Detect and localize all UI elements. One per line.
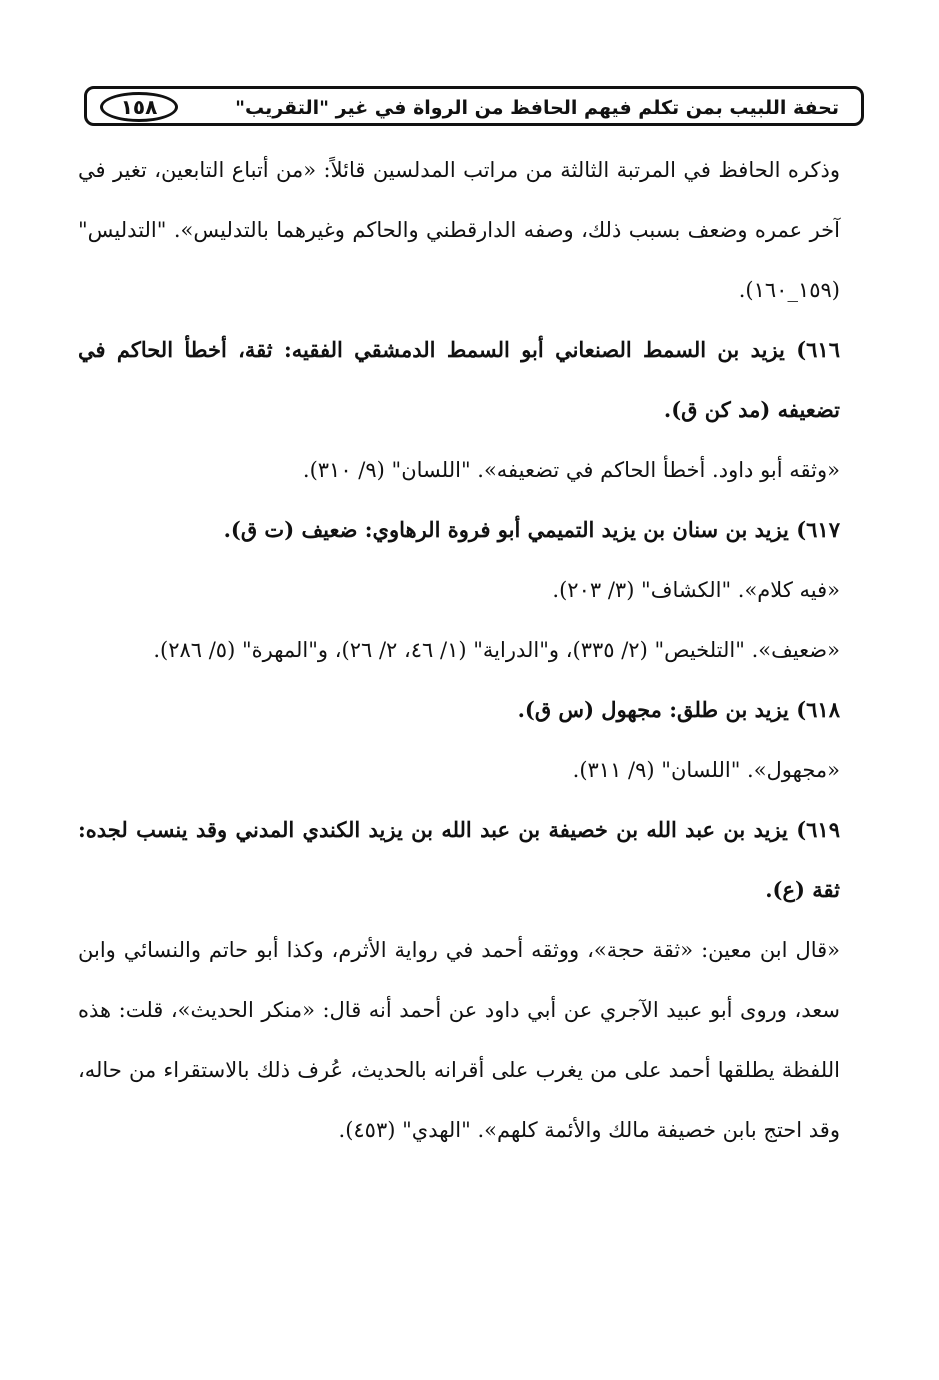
page-body (78, 140, 870, 1160)
quote-616: «وثقه أبو داود. أخطأ الحاكم في تضعيفه». "اللسان" (٩/ ٣١٠). (302, 458, 840, 482)
paragraph-tadlis-note: وذكره الحافظ في المرتبة الثالثة من مراتب المدلسين قائلاً: «من أتباع التابعين، تغير في آخر عمره وضعف بسبب ذلك، وصفه الدارقطني والحاكم وغيرهما بالتدليس». "التدليس" (١٥٩_١٦٠). (78, 158, 840, 302)
quote-617-a: «فيه كلام». "الكشاف" (٣/ ٢٠٣). (552, 578, 840, 602)
quote-618: «مجهول». "اللسان" (٩/ ٣١١). (572, 758, 840, 782)
quote-617-b: «ضعيف». "التلخيص" (٢/ ٣٣٥)، و"الدراية" (١/ ٤٦، ٢/ ٢٦)، و"المهرة" (٥/ ٢٨٦). (153, 638, 840, 662)
running-header-title: تحفة اللبيب بمن تكلم فيهم الحافظ من الرواة في غير "التقريب" (235, 97, 839, 119)
entry-619: ٦١٩) يزيد بن عبد الله بن خصيفة بن عبد الله بن يزيد الكندي المدني وقد ينسب لجده: ثقة (ع). (78, 817, 840, 902)
entry-616: ٦١٦) يزيد بن السمط الصنعاني أبو السمط الدمشقي الفقيه: ثقة، أخطأ الحاكم في تضعيفه (مد كن ق). (78, 337, 840, 422)
entry-618: ٦١٨) يزيد بن طلق: مجهول (س ق). (517, 697, 840, 722)
entry-617: ٦١٧) يزيد بن سنان بن يزيد التميمي أبو فروة الرهاوي: ضعيف (ت ق). (223, 517, 840, 542)
quote-619: «قال ابن معين: «ثقة حجة»، ووثقه أحمد في رواية الأثرم، وكذا أبو حاتم والنسائي وابن سعد، وروى أبو عبيد الآجري عن أبي داود عن أحمد أنه قال: «منكر الحديث»، قلت: هذه اللفظة يطلقها أحمد على من يغرب على أقرانه بالحديث، عُرف ذلك بالاستقراء من حاله، وقد احتج بابن خصيفة مالك والأئمة كلهم». "الهدي" (٤٥٣). (78, 938, 840, 1142)
page-number: ١٥٨ (100, 92, 178, 122)
